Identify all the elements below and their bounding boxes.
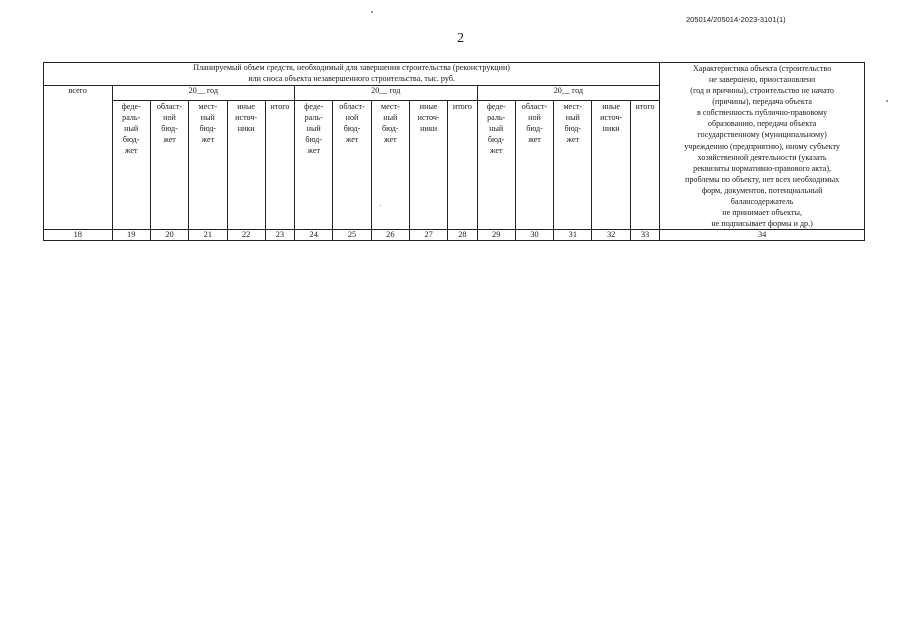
scan-speck [371, 11, 373, 13]
scan-speck [886, 100, 888, 102]
column-number: 24 [295, 230, 333, 241]
regional-budget-header: област- ной бюд- жет [333, 101, 371, 230]
other-sources-header: иные источ- ники [227, 101, 265, 230]
header-row [44, 63, 865, 86]
subtotal-header: итого [448, 101, 477, 230]
column-number: 19 [112, 230, 150, 241]
column-number: 20 [150, 230, 188, 241]
budget-table [43, 62, 865, 241]
column-number-row [44, 230, 865, 241]
federal-budget-header: феде- раль- ный бюд- жет [112, 101, 150, 230]
column-number: 27 [409, 230, 447, 241]
column-number: 22 [227, 230, 265, 241]
column-number: 31 [554, 230, 592, 241]
column-number: 32 [592, 230, 630, 241]
other-sources-header: иные источ- ники [592, 101, 630, 230]
federal-budget-header: феде- раль- ный бюд- жет [477, 101, 515, 230]
total-header: всего [44, 85, 113, 230]
subtotal-header: итого [630, 101, 659, 230]
column-number: 21 [189, 230, 227, 241]
column-number: 30 [515, 230, 553, 241]
column-number: 28 [448, 230, 477, 241]
page-number: 2 [457, 31, 464, 46]
document-id: 205014/205014-2023-3101(1) [686, 15, 786, 24]
column-number: 25 [333, 230, 371, 241]
local-budget-header: мест- ный бюд- жет [371, 101, 409, 230]
subtotal-header: итого [265, 101, 294, 230]
column-number: 26 [371, 230, 409, 241]
local-budget-header: мест- ный бюд- жет [554, 101, 592, 230]
planned-funds-header: Планируемый объем средств, необходимый для завершения строительства (реконструкции) или сноса объекта незавершенного строительства, тыс. руб. [44, 63, 660, 86]
column-number: 29 [477, 230, 515, 241]
regional-budget-header: област- ной бюд- жет [150, 101, 188, 230]
local-budget-header: мест- ный бюд- жет [189, 101, 227, 230]
column-number: 23 [265, 230, 294, 241]
other-sources-header: иные источ- ники [409, 101, 447, 230]
column-number: 33 [630, 230, 659, 241]
object-characteristic-header: Характеристика объекта (строительство не завершено, приостановлено (год и причины), строительство не начато (причины), передача объекта в собственность публично-правовому образованию, передача объекта государственному (муниципальному) учреждению (предприятию), иному субъекту хозяйственной деятельности (указать реквизиты нормативно-правового акта), проблемы по объекту, нет всех необходимых форм, документов, потенциальный балансодержатель не принимает объекты, не подписывает формы и др.) [660, 63, 865, 230]
column-number: 18 [44, 230, 113, 241]
column-number: 34 [660, 230, 865, 241]
federal-budget-header: феде- раль- ный бюд- жет [295, 101, 333, 230]
year-header-3: 20__ год [477, 85, 660, 101]
regional-budget-header: област- ной бюд- жет [515, 101, 553, 230]
scan-speck [380, 205, 381, 206]
year-header-1: 20__ год [112, 85, 294, 101]
year-header-2: 20__ год [295, 85, 477, 101]
